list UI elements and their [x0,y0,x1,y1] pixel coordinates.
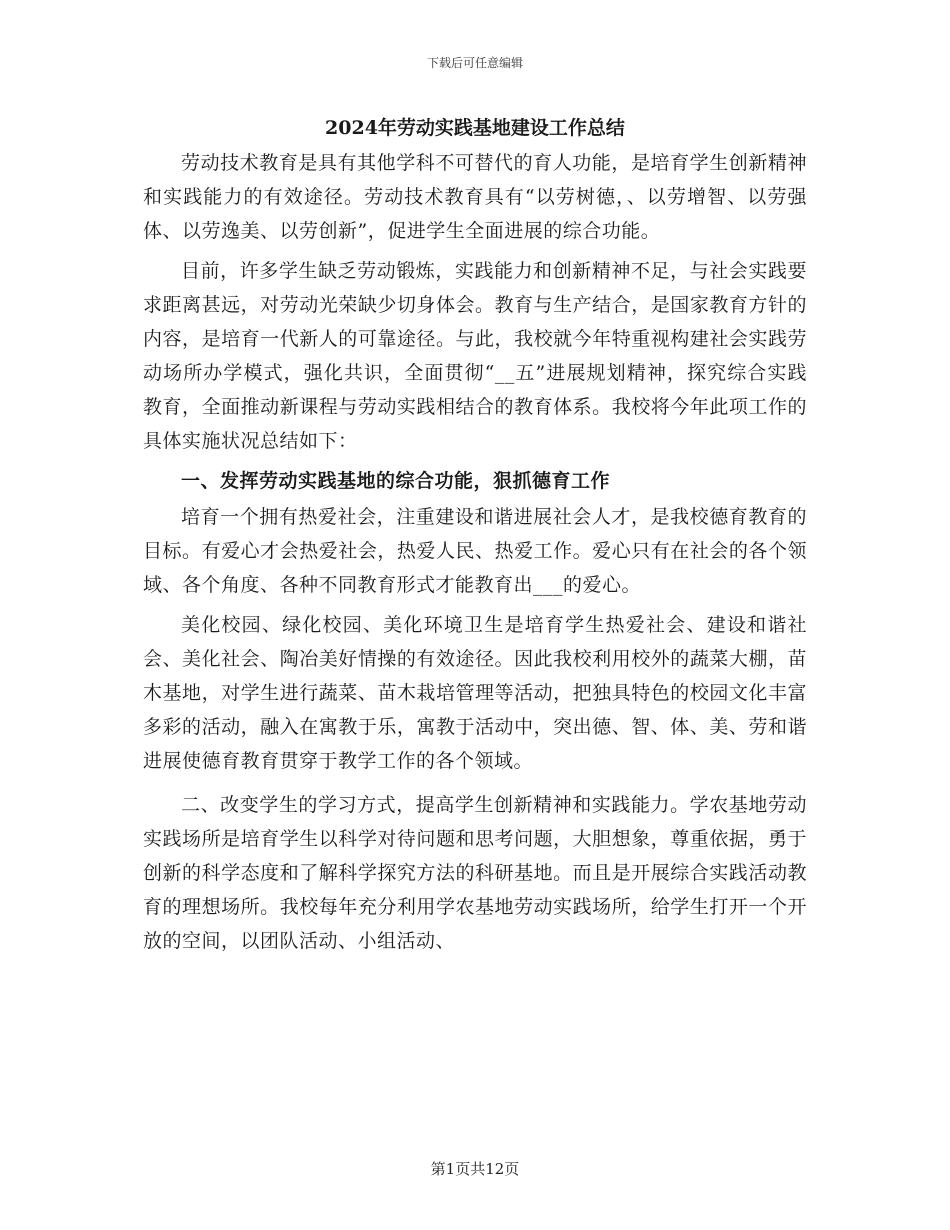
page-footer: 第1页共12页 [430,1160,520,1178]
section-heading-1: 一、发挥劳动实践基地的综合功能，狠抓德育工作 [181,470,611,492]
paragraph-section-2: 二、改变学生的学习方式，提高学生创新精神和实践能力。学农基地劳动实践场所是培育学生以科学对待问题和思考问题，大胆想象，尊重依据，勇于创新的科学态度和了解科学探究方法的科研基地。而且是开展综合实践活动教育的理想场所。我校每年充分利用学农基地劳动实践场所，给学生打开一个开放的空间，以团队活动、小组活动、 [143,794,807,952]
header-note: 下载后可任意编辑 [426,56,523,70]
document-body [143,112,807,964]
paragraph-current-situation: 目前，许多学生缺乏劳动锻炼，实践能力和创新精神不足，与社会实践要求距离甚远，对劳动光荣缺少切身体会。教育与生产结合，是国家教育方针的内容，是培育一代新人的可靠途径。与此，我校就今年特重视构建社会实践劳动场所办学模式，强化共识，全面贯彻“__五”进展规划精神，探究综合实践教育，全面推动新课程与劳动实践相结合的教育体系。我校将今年此项工作的具体实施状况总结如下： [143,260,807,452]
paragraph-moral-education: 培育一个拥有热爱社会，注重建设和谐进展社会人才，是我校德育教育的目标。有爱心才会热爱社会，热爱人民、热爱工作。爱心只有在社会的各个领域、各个角度、各种不同教育形式才能教育出___的爱心。 [143,506,807,596]
paragraph-campus-beautification: 美化校园、绿化校园、美化环境卫生是培育学生热爱社会、建设和谐社会、美化社会、陶冶美好情操的有效途径。因此我校利用校外的蔬菜大棚，苗木基地，对学生进行蔬菜、苗木栽培管理等活动，把独具特色的校园文化丰富多彩的活动，融入在寓教于乐，寓教于活动中，突出德、智、体、美、劳和谐进展使德育教育贯穿于教学工作的各个领域。 [143,614,807,772]
document-title: 2024年劳动实践基地建设工作总结 [325,117,625,139]
paragraph-intro: 劳动技术教育是具有其他学科不可替代的育人功能，是培育学生创新精神和实践能力的有效途径。劳动技术教育具有“以劳树德，、以劳增智、以劳强体、以劳逸美、以劳创新”，促进学生全面进展的综合功能。 [143,152,807,242]
